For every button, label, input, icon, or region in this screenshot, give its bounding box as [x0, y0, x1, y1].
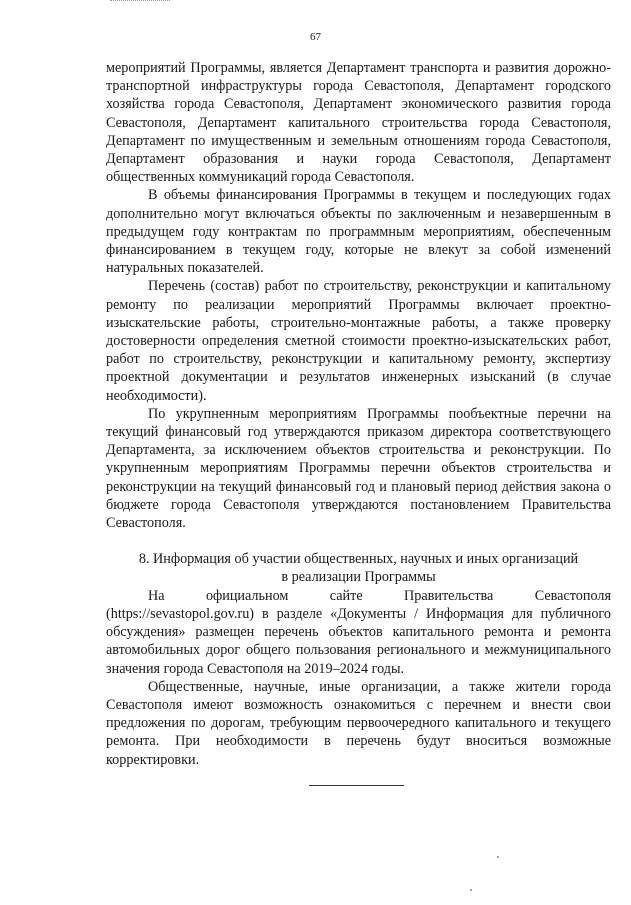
- scan-corner-mark: [110, 0, 170, 5]
- paragraph-object-lists: По укрупненным мероприятиям Программы пообъектные перечни на текущий финансовый год утверждаются приказом директора соответствующего Департамента, за исключением объектов строительства и реконструкции. По укрупненным мероприятиям Программы перечни объектов строительства и реконструкции на текущий финансовый год и плановый период действия закона о бюджете города Севастополя утверждаются постановлением Правительства Севастополя.: [106, 405, 611, 532]
- end-separator-line: [309, 785, 404, 786]
- paragraph-official-site: На официальном сайте Правительства Севастополя (https://sevastopol.gov.ru) в разделе «Документы / Информация для публичного обсуждения» размещен перечень объектов капитального ремонта и ремонта автомобильных дорог общего пользования регионального и межмуниципального значения города Севастополя на 2019–2024 годы.: [106, 587, 611, 677]
- page-number: 67: [310, 31, 321, 43]
- section-8-heading: [106, 550, 611, 586]
- section-8-heading-line-2: в реализации Программы: [281, 569, 436, 586]
- paragraph-works-list: Перечень (состав) работ по строительству, реконструкции и капитальному ремонту по реализации мероприятий Программы включает проектно-изыскательские работы, строительно-монтажные работы, а также проверку достоверности определения сметной стоимости проектно-изыскательских работ, работ по строительству, реконструкции и капитальному ремонту, экспертизу проектной документации и результатов инженерных изысканий (в случае необходимости).: [106, 278, 611, 404]
- paragraph-responsible-departments: мероприятий Программы, является Департамент транспорта и развития дорожно-транспортной инфраструктуры города Севастополя, Департамент городского хозяйства города Севастополя, Департамент экономического развития города Севастополя, Департамент капитального строительства города Севастополя, Департамент по имущественным и земельным отношениям города Севастополя, Департамент образования и науки города Севастополя, Департамент общественных коммуникаций города Севастополя.: [106, 60, 611, 186]
- paragraph-funding-volumes: В объемы финансирования Программы в текущем и последующих годах дополнительно могут включаться объекты по заключенным и незавершенным в предыдущем году контрактам по программным мероприятиям, обеспеченным финансированием в текущем году, которые не влекут за собой изменений натуральных показателей.: [106, 187, 611, 277]
- section-8-heading-line-1: 8. Информация об участии общественных, научных и иных организаций: [138, 551, 579, 568]
- paragraph-public-participation: Общественные, научные, иные организации, а также жители города Севастополя имеют возможность ознакомиться с перечнем и внести свои предложения по дорогам, требующим первоочередного капитального и текущего ремонта. При необходимости в перечень будут вноситься возможные корректировки.: [106, 678, 611, 768]
- page-body: [106, 59, 611, 769]
- scan-speck: [470, 889, 472, 891]
- scan-speck: [497, 856, 499, 858]
